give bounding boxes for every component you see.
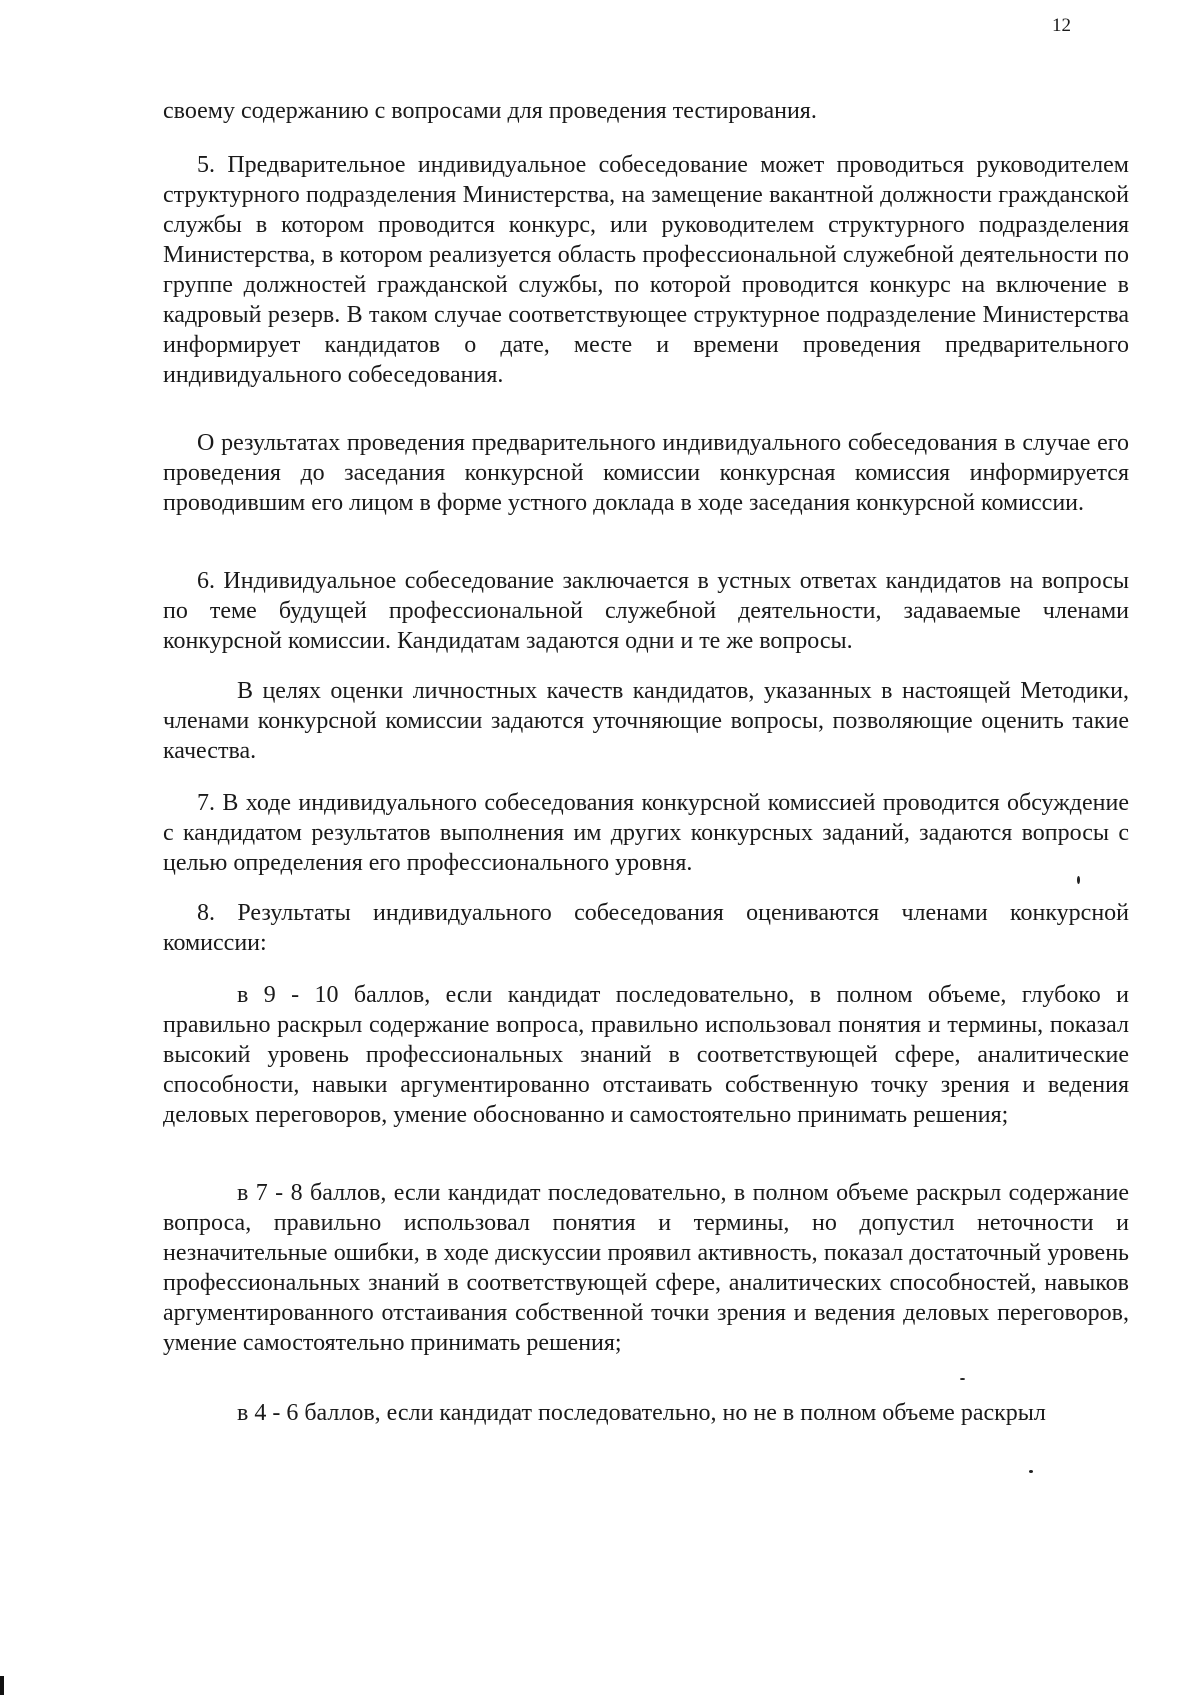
paragraph-score-4-6: в 4 - 6 баллов, если кандидат последовательно, но не в полном объеме раскрыл bbox=[237, 1400, 1046, 1426]
scan-edge-mark bbox=[0, 1676, 4, 1695]
page-number: 12 bbox=[1052, 15, 1071, 36]
paragraph-score-7-8: в 7 - 8 баллов, если кандидат последовательно, в полном объеме раскрыл содержание вопроса, правильно использовал понятия и термины, но допустил неточности и незначительные ошибки, в ходе дискуссии проявил активность, показал достаточный уровень профессиональных знаний в соответствующей сфере, аналитических способностей, навыков аргументированного отстаивания собственной точки зрения и ведения деловых переговоров, умение самостоятельно принимать решения; bbox=[163, 1180, 1129, 1356]
paragraph-item-6: 6. Индивидуальное собеседование заключается в устных ответах кандидатов на вопросы по теме будущей профессиональной служебной деятельности, задаваемые членами конкурсной комиссии. Кандидатам задаются одни и те же вопросы. bbox=[163, 568, 1129, 654]
paragraph-interview-results: О результатах проведения предварительного индивидуального собеседования в случае его проведения до заседания конкурсной комиссии конкурсная комиссия информируется проводившим его лицом в форме устного доклада в ходе заседания конкурсной комиссии. bbox=[163, 430, 1129, 516]
scan-speck bbox=[1077, 876, 1080, 884]
paragraph-item-5: 5. Предварительное индивидуальное собеседование может проводиться руководителем структурного подразделения Министерства, на замещение вакантной должности гражданской службы в котором проводится конкурс, или руководителем структурного подразделения Министерства, в котором реализуется область профессиональной служебной деятельности по группе должностей гражданской службы, по которой проводится конкурс на включение в кадровый резерв. В таком случае соответствующее структурное подразделение Министерства информирует кандидатов о дате, месте и времени проведения предварительного индивидуального собеседования. bbox=[163, 152, 1129, 388]
scan-speck bbox=[960, 1378, 965, 1380]
paragraph-item-7: 7. В ходе индивидуального собеседования конкурсной комиссией проводится обсуждение с кандидатом результатов выполнения им других конкурсных заданий, задаются вопросы с целью определения его профессионального уровня. bbox=[163, 790, 1129, 876]
paragraph-testing-questions: своему содержанию с вопросами для проведения тестирования. bbox=[163, 98, 817, 124]
paragraph-item-8: 8. Результаты индивидуального собеседования оцениваются членами конкурсной комиссии: bbox=[163, 900, 1129, 956]
scan-speck bbox=[1029, 1470, 1033, 1473]
paragraph-personal-qualities: В целях оценки личностных качеств кандидатов, указанных в настоящей Методики, членами конкурсной комиссии задаются уточняющие вопросы, позволяющие оценить такие качества. bbox=[163, 678, 1129, 764]
paragraph-score-9-10: в 9 - 10 баллов, если кандидат последовательно, в полном объеме, глубоко и правильно раскрыл содержание вопроса, правильно использовал понятия и термины, показал высокий уровень профессиональных знаний в соответствующей сфере, аналитические способности, навыки аргументированно отстаивать собственную точку зрения и ведения деловых переговоров, умение обоснованно и самостоятельно принимать решения; bbox=[163, 982, 1129, 1128]
